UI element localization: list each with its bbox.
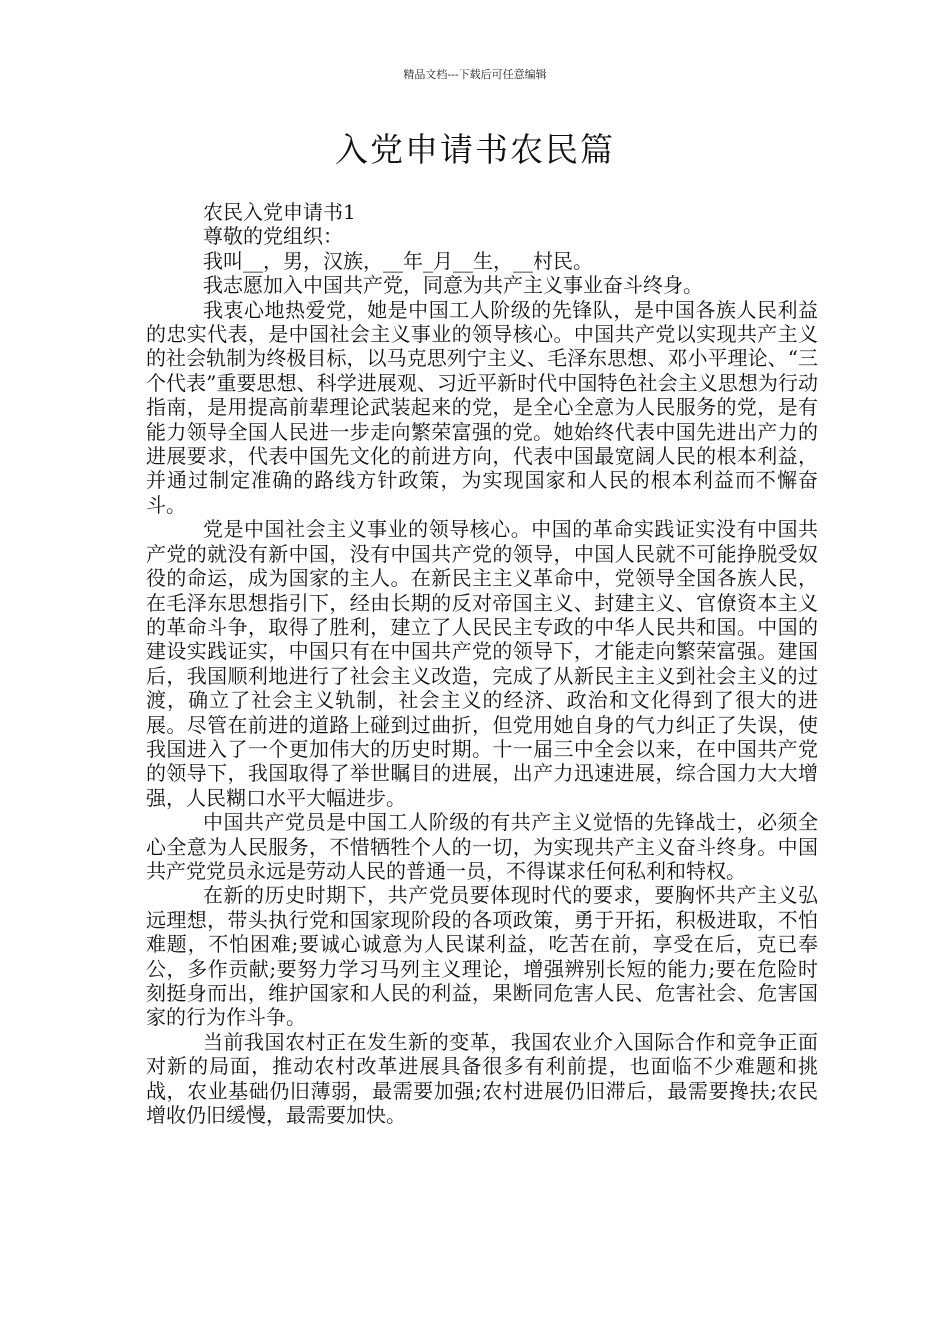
- paragraph-pledge: 我志愿加入中国共产党，同意为共产主义事业奋斗终身。: [203, 273, 703, 298]
- paragraph-body: 在新的历史时期下，共产党员要体现时代的要求，要胸怀共产主义弘远理想，带头执行党和国家现阶段的各项政策，勇于开拓，积极进取，不怕难题，不怕困难;要诚心诚意为人民谋利益，吃苦在前，享受在后，克已奉公，多作贡献;要努力学习马列主义理论，增强辨别长短的能力;要在危险时刻挺身而出，维护国家和人民的利益，果断同危害人民、危害社会、危害国家的行为作斗争。: [146, 883, 818, 1030]
- paragraph-self-intro: 我叫__，男，汉族，__年_月__生，__村民。: [203, 248, 593, 273]
- paragraph-body: 中国共产党员是中国工人阶级的有共产主义觉悟的先锋战士，必须全心全意为人民服务，不惜牺牲个人的一切，为实现共产主义奋斗终身。中国共产党党员永远是劳动人民的普通一员，不得谋求任何私利和特权。: [146, 810, 818, 883]
- document-title: 入党申请书农民篇: [335, 130, 615, 169]
- document-body: [146, 200, 818, 1127]
- paragraph-body: 我衷心地热爱党，她是中国工人阶级的先锋队，是中国各族人民利益的忠实代表，是中国社会主义事业的领导核心。中国共产党以实现共产主义的社会轨制为终极目标，以马克思列宁主义、毛泽东思想、邓小平理论、“三个代表”重要思想、科学进展观、习近平新时代中国特色社会主义思想为行动指南，是用提高前辈理论武装起来的党，是全心全意为人民服务的党，是有能力领导全国人民进一步走向繁荣富强的党。她始终代表中国先进出产力的进展要求，代表中国先文化的前进方向，代表中国最宽阔人民的根本利益，并通过制定准确的路线方针政策，为实现国家和人民的根本利益而不懈奋斗。: [146, 297, 818, 517]
- paragraph-salutation: 尊敬的党组织：: [203, 224, 343, 249]
- paragraph-heading: 农民入党申请书1: [203, 200, 356, 224]
- paragraph-body: 党是中国社会主义事业的领导核心。中国的革命实践证实没有中国共产党的就没有新中国，没有中国共产党的领导，中国人民就不可能挣脱受奴役的命运，成为国家的主人。在新民主主义革命中，党领导全国各族人民，在毛泽东思想指引下，经由长期的反对帝国主义、封建主义、官僚资本主义的革命斗争，取得了胜利，建立了人民民主专政的中华人民共和国。中国的建设实践证实，中国只有在中国共产党的领导下，才能走向繁荣富强。建国后，我国顺利地进行了社会主义改造，完成了从新民主主义到社会主义的过渡，确立了社会主义轨制，社会主义的经济、政治和文化得到了很大的进展。尽管在前进的道路上碰到过曲折，但党用她自身的气力纠正了失误，使我国进入了一个更加伟大的历史时期。十一届三中全会以来，在中国共产党的领导下，我国取得了举世瞩目的进展，出产力迅速进展，综合国力大大增强，人民糊口水平大幅进步。: [146, 517, 818, 810]
- paragraph-body: 当前我国农村正在发生新的变革，我国农业介入国际合作和竞争正面对新的局面，推动农村改革进展具备很多有利前提，也面临不少难题和挑战，农业基础仍旧薄弱，最需要加强;农村进展仍旧滞后，最需要搀扶;农民增收仍旧缓慢，最需要加快。: [146, 1029, 818, 1128]
- header-note: 精品文档---下载后可任意编辑: [403, 68, 547, 81]
